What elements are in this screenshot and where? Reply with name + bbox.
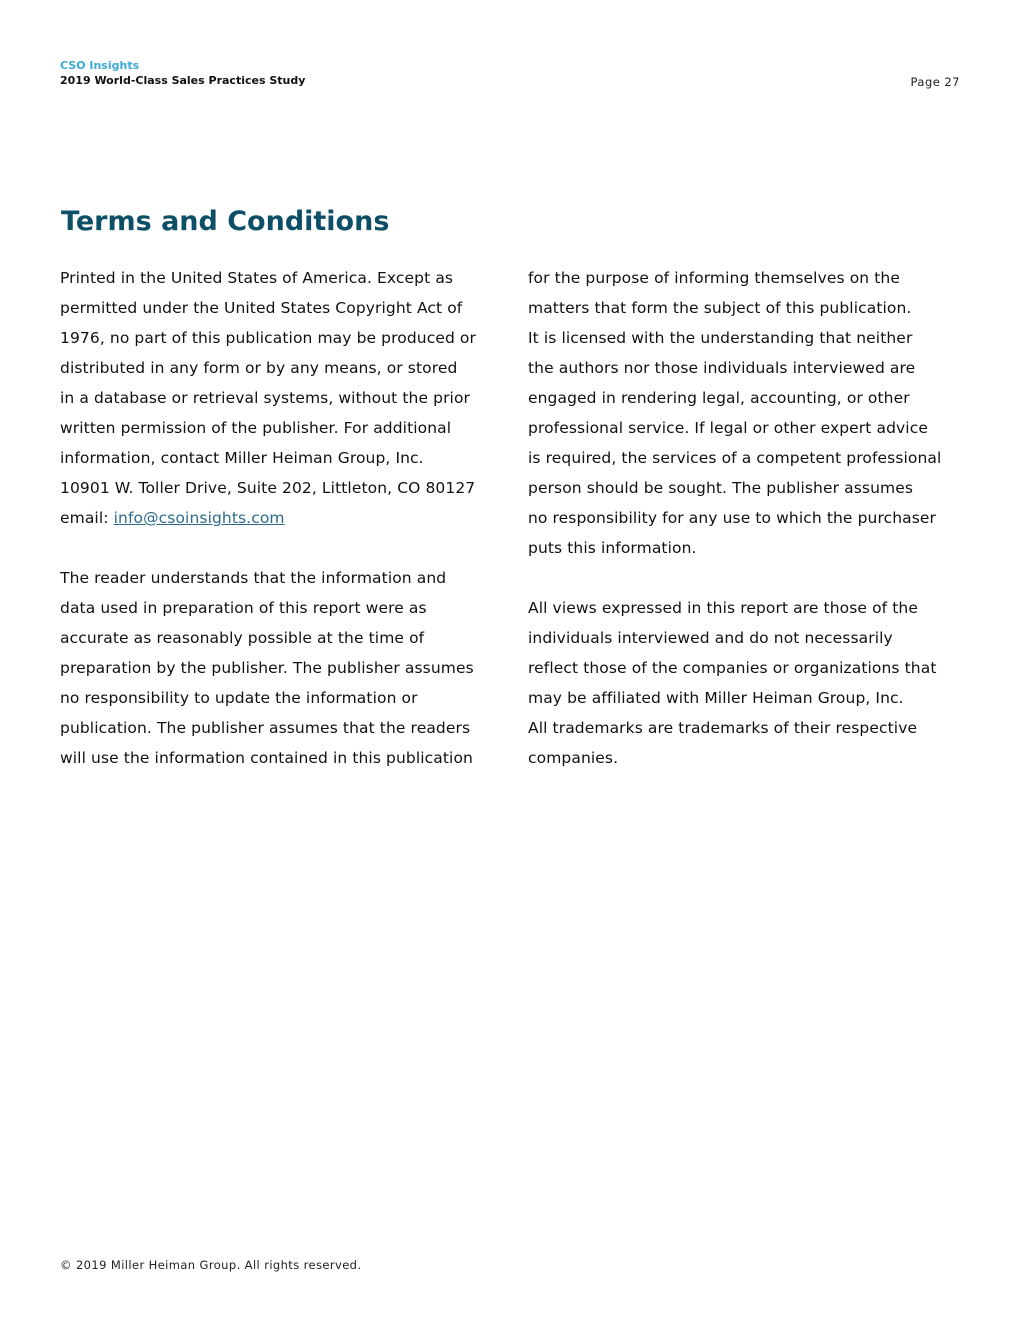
text-line: no responsibility for any use to which the purchaser — [528, 509, 937, 527]
text-line: person should be sought. The publisher assumes — [528, 479, 914, 497]
text-line: It is licensed with the understanding that neither — [528, 329, 913, 347]
text-line: Printed in the United States of America. Except as — [60, 269, 454, 287]
text-line: information, contact Miller Heiman Group, Inc. — [60, 449, 424, 467]
copyright-footer: © 2019 Miller Heiman Group. All rights reserved. — [60, 1258, 362, 1272]
page-title: Terms and Conditions — [61, 206, 390, 237]
brand-name: CSO Insights — [60, 59, 140, 72]
text-line: professional service. If legal or other expert advice — [528, 419, 928, 437]
page-number — [911, 74, 960, 90]
text-line: preparation by the publisher. The publisher assumes — [60, 659, 474, 677]
text-line: accurate as reasonably possible at the time of — [60, 629, 425, 647]
right-column — [528, 263, 968, 773]
text-line: the authors nor those individuals interviewed are — [528, 359, 916, 377]
text-line: The reader understands that the information and — [60, 569, 447, 587]
text-line: publication. The publisher assumes that the readers — [60, 719, 471, 737]
text-line: no responsibility to update the information or — [60, 689, 418, 707]
email-line — [60, 503, 500, 533]
reader-paragraph — [60, 563, 500, 773]
page-header — [60, 58, 960, 89]
text-line: All trademarks are trademarks of their respective — [528, 719, 918, 737]
text-line: reflect those of the companies or organizations that — [528, 659, 937, 677]
text-line: may be affiliated with Miller Heiman Group, Inc. — [528, 689, 904, 707]
text-line: in a database or retrieval systems, without the prior — [60, 389, 471, 407]
copyright-paragraph — [60, 263, 500, 533]
text-line: distributed in any form or by any means, or stored — [60, 359, 458, 377]
license-paragraph — [528, 263, 968, 563]
text-line: 1976, no part of this publication may be produced or — [60, 329, 476, 347]
text-line: 10901 W. Toller Drive, Suite 202, Littleton, CO 80127 — [60, 479, 476, 497]
text-line: data used in preparation of this report were as — [60, 599, 427, 617]
email-label: email: — [60, 509, 114, 527]
text-line: permitted under the United States Copyright Act of — [60, 299, 463, 317]
page-number-value: 27 — [944, 75, 960, 89]
text-line: All views expressed in this report are those of the — [528, 599, 918, 617]
text-line: engaged in rendering legal, accounting, or other — [528, 389, 910, 407]
paragraph-gap — [528, 563, 968, 593]
page-label: Page — [910, 75, 941, 89]
text-line: puts this information. — [528, 539, 697, 557]
paragraph-gap — [60, 533, 500, 563]
views-paragraph — [528, 593, 968, 773]
text-line: companies. — [528, 749, 619, 767]
text-line: for the purpose of informing themselves on the — [528, 269, 900, 287]
text-line: individuals interviewed and do not necessarily — [528, 629, 893, 647]
text-line: written permission of the publisher. For additional — [60, 419, 452, 437]
text-line: matters that form the subject of this publication. — [528, 299, 912, 317]
study-title: 2019 World-Class Sales Practices Study — [60, 74, 306, 87]
text-line: will use the information contained in this publication — [60, 749, 473, 767]
text-line: is required, the services of a competent professional — [528, 449, 942, 467]
left-column — [60, 263, 500, 773]
email-link[interactable]: info@csoinsights.com — [113, 509, 285, 527]
